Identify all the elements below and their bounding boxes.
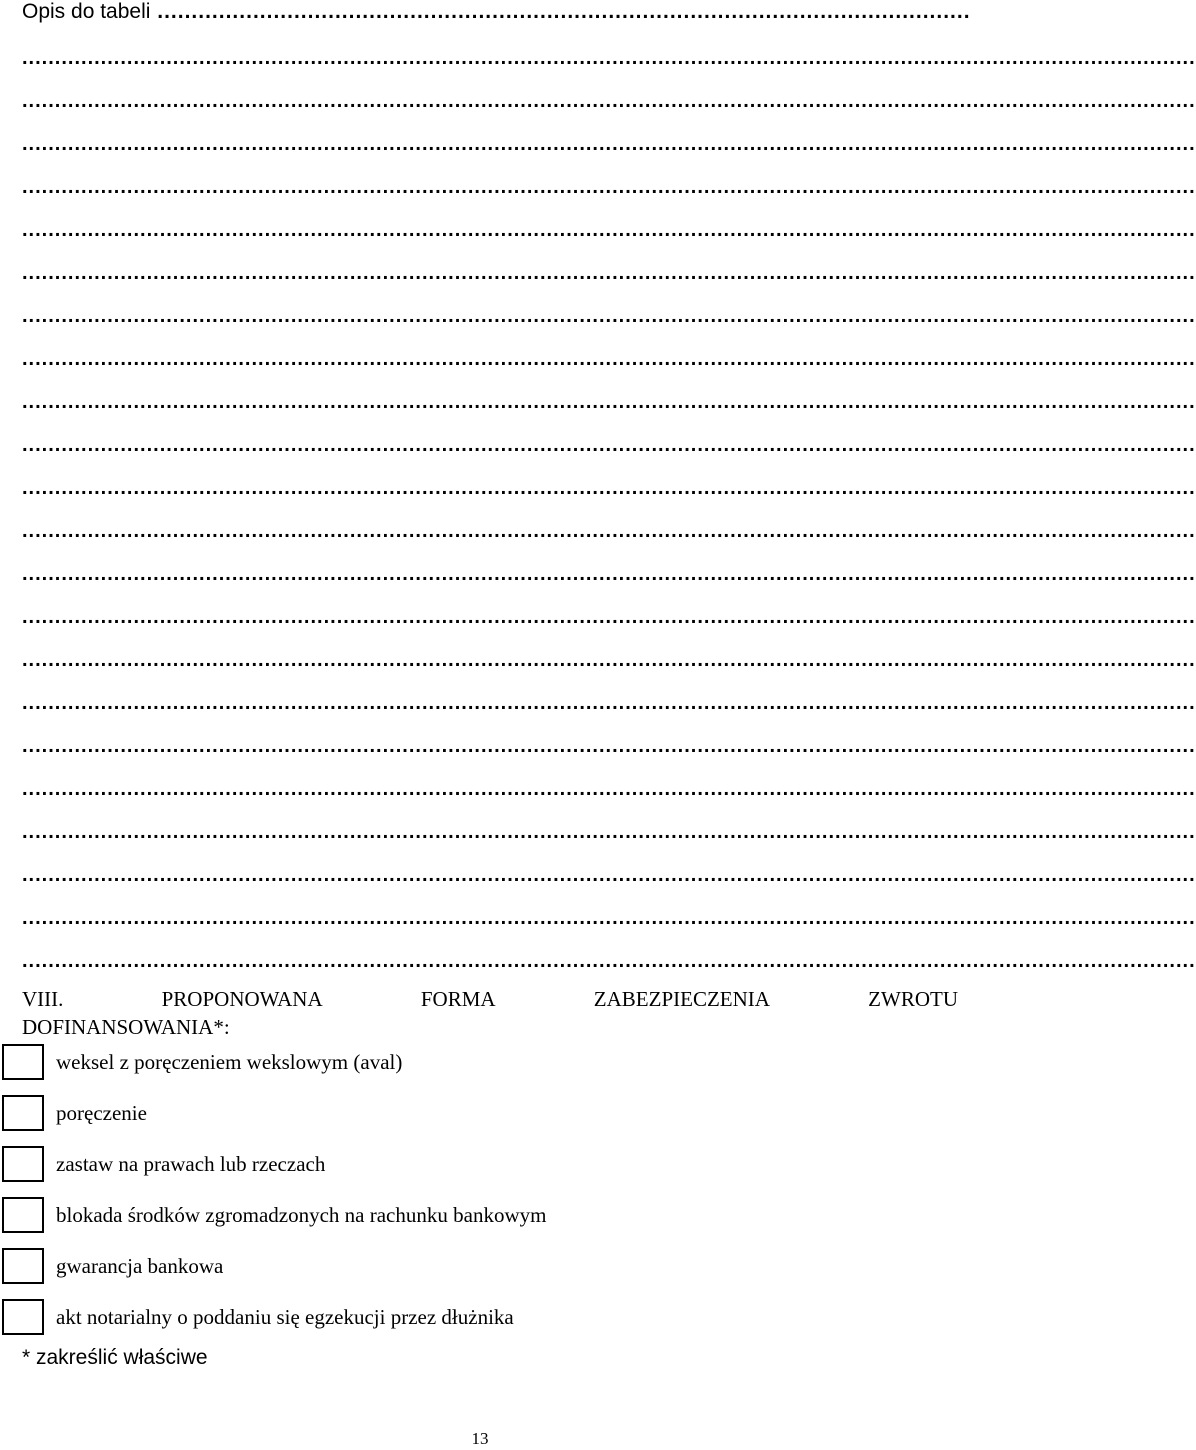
section-number: VIII.	[22, 987, 64, 1011]
option-label: gwarancja bankowa	[56, 1253, 224, 1278]
dotted-line[interactable]: ...................................................................................................................................................................................	[22, 821, 1196, 843]
section-title-word: ZWROTU	[868, 987, 958, 1011]
dotted-line[interactable]: ...................................................................................................................................................................................	[22, 434, 1196, 456]
dotted-line[interactable]: ...................................................................................................................................................................................	[22, 391, 1196, 413]
page-number: 13	[471, 1429, 489, 1448]
checkbox[interactable]	[2, 1146, 44, 1182]
dotted-line[interactable]: ...................................................................................................................................................................................	[22, 950, 1196, 972]
dotted-line[interactable]: ...................................................................................................................................................................................	[22, 778, 1196, 800]
table-description-label: Opis do tabeli	[22, 0, 151, 23]
dotted-line[interactable]: ...................................................................................................................................................................................	[22, 649, 1196, 671]
dotted-line[interactable]: ...................................................................................................................................................................................	[22, 305, 1196, 327]
section-title-word: ZABEZPIECZENIA	[593, 987, 770, 1011]
option-label: weksel z poręczeniem wekslowym (aval)	[56, 1049, 403, 1074]
option-weksel	[2, 1042, 402, 1082]
checkbox[interactable]	[2, 1095, 44, 1131]
dotted-line[interactable]: ...................................................................................................................................................................................	[22, 47, 1196, 69]
option-blokada	[2, 1195, 546, 1235]
dotted-line[interactable]: ...................................................................................................................................................................................	[22, 907, 1196, 929]
dotted-line[interactable]: ...................................................................................................................................................................................	[22, 563, 1196, 585]
dotted-line[interactable]: ...................................................................................................................................................................................	[22, 90, 1196, 112]
section-title-word: PROPONOWANA	[161, 987, 323, 1011]
dotted-line[interactable]: ...................................................................................................................................................................................	[22, 176, 1196, 198]
footnote: * zakreślić właściwe	[22, 1346, 208, 1369]
option-label: akt notarialny o poddaniu się egzekucji przez dłużnika	[56, 1304, 514, 1329]
dotted-line[interactable]: ...................................................................................................................................................................................	[22, 348, 1196, 370]
dotted-line[interactable]: ...................................................................................................................................................................................	[22, 133, 1196, 155]
checkbox[interactable]	[2, 1197, 44, 1233]
option-akt-notarialny	[2, 1297, 514, 1337]
option-label: poręczenie	[56, 1100, 147, 1125]
option-poreczenie	[2, 1093, 147, 1133]
section-heading-line1	[22, 985, 958, 1013]
section-title-word: FORMA	[420, 987, 496, 1011]
option-gwarancja	[2, 1246, 223, 1286]
section-heading	[22, 985, 958, 1041]
dotted-line[interactable]: ...................................................................................................................................................................................	[22, 606, 1196, 628]
table-description-title	[22, 0, 971, 25]
dotted-line[interactable]: ...................................................................................................................................................................................	[22, 262, 1196, 284]
table-description-dots: .......................................................................................................................	[150, 0, 971, 23]
option-label: blokada środków zgromadzonych na rachunku bankowym	[56, 1202, 547, 1227]
section-title-line2: DOFINANSOWANIA*:	[22, 1015, 230, 1039]
dotted-line[interactable]: ...................................................................................................................................................................................	[22, 692, 1196, 714]
option-label: zastaw na prawach lub rzeczach	[56, 1151, 326, 1176]
checkbox[interactable]	[2, 1248, 44, 1284]
dotted-line[interactable]: ...................................................................................................................................................................................	[22, 864, 1196, 886]
dotted-line[interactable]: ...................................................................................................................................................................................	[22, 219, 1196, 241]
checkbox[interactable]	[2, 1044, 44, 1080]
checkbox[interactable]	[2, 1299, 44, 1335]
dotted-line[interactable]: ...................................................................................................................................................................................	[22, 520, 1196, 542]
dotted-line[interactable]: ...................................................................................................................................................................................	[22, 477, 1196, 499]
dotted-line[interactable]: ...................................................................................................................................................................................	[22, 735, 1196, 757]
option-zastaw	[2, 1144, 325, 1184]
